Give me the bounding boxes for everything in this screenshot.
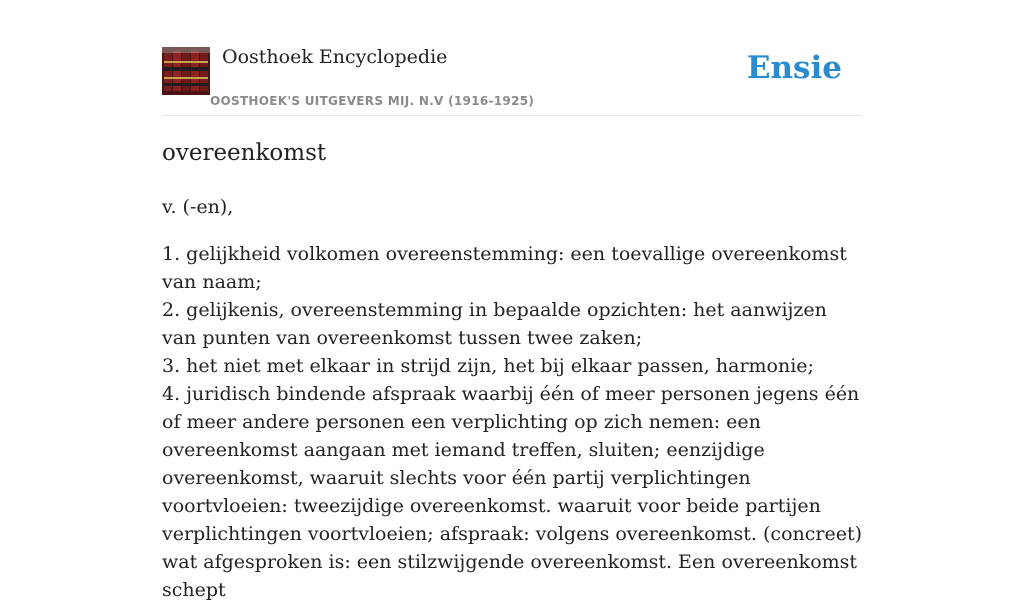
book-spines-icon[interactable] bbox=[162, 47, 210, 95]
definition-list bbox=[162, 240, 862, 604]
page-container bbox=[162, 0, 863, 601]
site-title[interactable]: Oosthoek Encyclopedie bbox=[222, 46, 448, 68]
grammar-note: v. (-en), bbox=[162, 196, 234, 218]
definition-item: 2. gelijkenis, overeenstemming in bepaalde opzichten: het aanwijzen van punten van overeenkomst tussen twee zaken; bbox=[162, 299, 827, 349]
entry-title: overeenkomst bbox=[162, 140, 327, 166]
brand-logo[interactable]: Ensie bbox=[746, 50, 842, 86]
definition-item: 3. het niet met elkaar in strijd zijn, het bij elkaar passen, harmonie; bbox=[162, 355, 814, 377]
site-header bbox=[162, 0, 862, 116]
definition-item: 4. juridisch bindende afspraak waarbij één of meer personen jegens één of meer andere personen een verplichting op zich nemen: een overeenkomst aangaan met iemand treffen, sluiten; eenzijdige overeenkomst, waaruit slechts voor één partij verplichtingen voortvloeien: tweezijdige overeenkomst. waaruit voor beide partijen verplichtingen voortvloeien; afspraak: volgens overeenkomst. (concreet) wat afgesproken is: een stilzwijgende overeenkomst. Een overeenkomst schept bbox=[162, 383, 863, 601]
publisher-label: OOSTHOEK'S UITGEVERS MIJ. N.V (1916-1925) bbox=[210, 94, 535, 108]
definition-item: 1. gelijkheid volkomen overeenstemming: een toevallige overeenkomst van naam; bbox=[162, 243, 847, 293]
